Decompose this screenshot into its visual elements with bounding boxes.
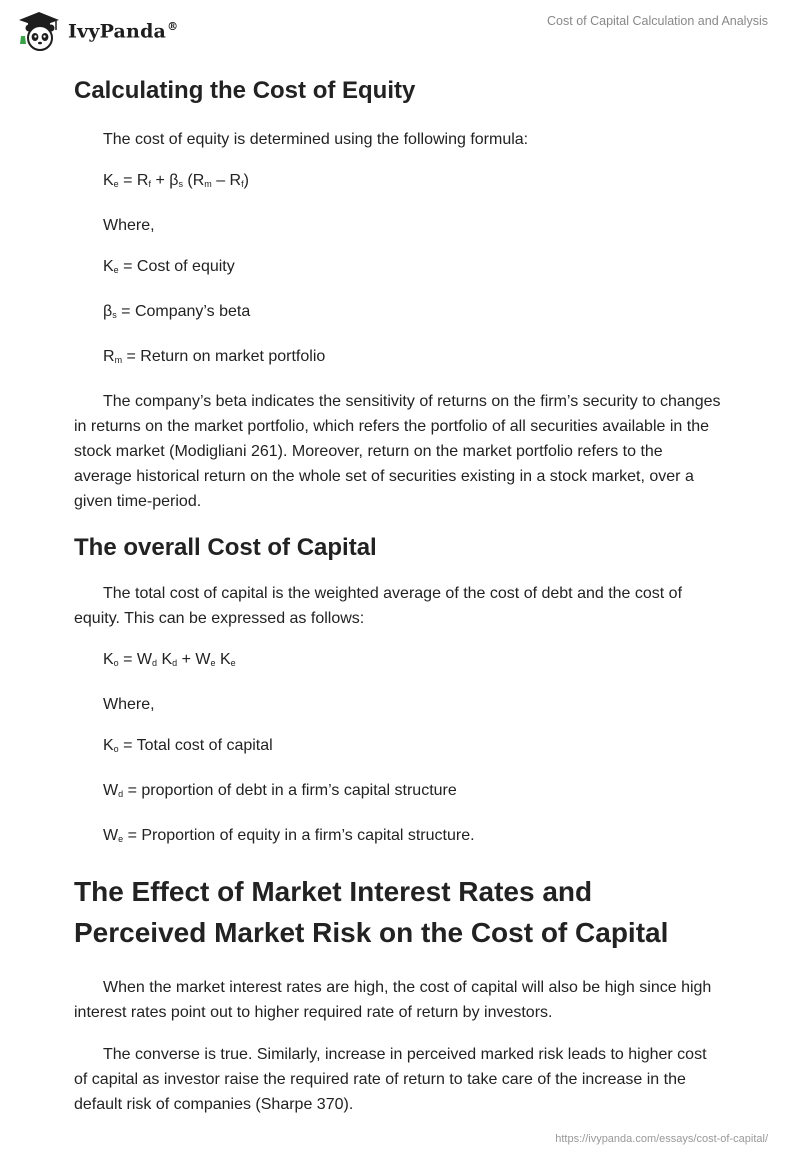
essay-content	[74, 70, 724, 1117]
def-wd: $W_d$ = proportion of debt in a firm’s capital structure	[103, 782, 457, 799]
equity-paragraph: The company’s beta indicates the sensitivity of returns on the firm’s security to changes in returns on the market portfolio, which refers the portfolio of all securities available in the stock market (Modigliani 261). Moreover, return on the market portfolio refers to the average historical return on the whole set of securities existing in a stock market, over a given time-period.	[74, 393, 721, 510]
equity-intro: The cost of equity is determined using the following formula:	[103, 131, 529, 148]
def-rm: $R_m$ = Return on market portfolio	[103, 348, 326, 365]
effect-paragraph-2: The converse is true. Similarly, increase in perceived marked risk leads to higher cost of capital as investor raise the required rate of return to take care of the increase in the default risk of companies (Sharpe 370).	[74, 1046, 707, 1113]
source-url[interactable]: https://ivypanda.com/essays/cost-of-capital/	[555, 1133, 768, 1145]
formula-total-cost: $K_o = W_d$ $K_d + W_e$ $K_e$	[103, 651, 236, 668]
panda-graduate-icon	[16, 10, 62, 52]
heading-overall-cost: The overall Cost of Capital	[74, 534, 377, 561]
effect-paragraph-1: When the market interest rates are high, the cost of capital will also be high since high interest rates point out to higher required rate of return by investors.	[74, 979, 712, 1021]
heading-market-effect: The Effect of Market Interest Rates and Perceived Market Risk on the Cost of Capital	[74, 876, 669, 948]
overall-paragraph: The total cost of capital is the weighted average of the cost of debt and the cost of equity. This can be expressed as follows:	[74, 585, 683, 627]
formula-cost-of-equity: $K_e = R_f + \beta_s$ $(R_m - R_f)$	[103, 172, 249, 189]
overall-where: Where,	[103, 696, 155, 713]
page-header	[0, 0, 800, 60]
def-we: $W_e$ = Proportion of equity in a firm’s capital structure.	[103, 827, 475, 844]
document-title: Cost of Capital Calculation and Analysis	[547, 14, 768, 28]
heading-cost-of-equity: Calculating the Cost of Equity	[74, 77, 416, 104]
brand-name: IvyPanda®	[68, 19, 179, 43]
def-beta: $\beta_s$ = Company’s beta	[103, 303, 251, 320]
def-ko: $K_o$ = Total cost of capital	[103, 737, 273, 754]
equity-where: Where,	[103, 217, 155, 234]
ivypanda-logo[interactable]	[16, 10, 178, 52]
def-ke: $K_e$ = Cost of equity	[103, 258, 235, 275]
